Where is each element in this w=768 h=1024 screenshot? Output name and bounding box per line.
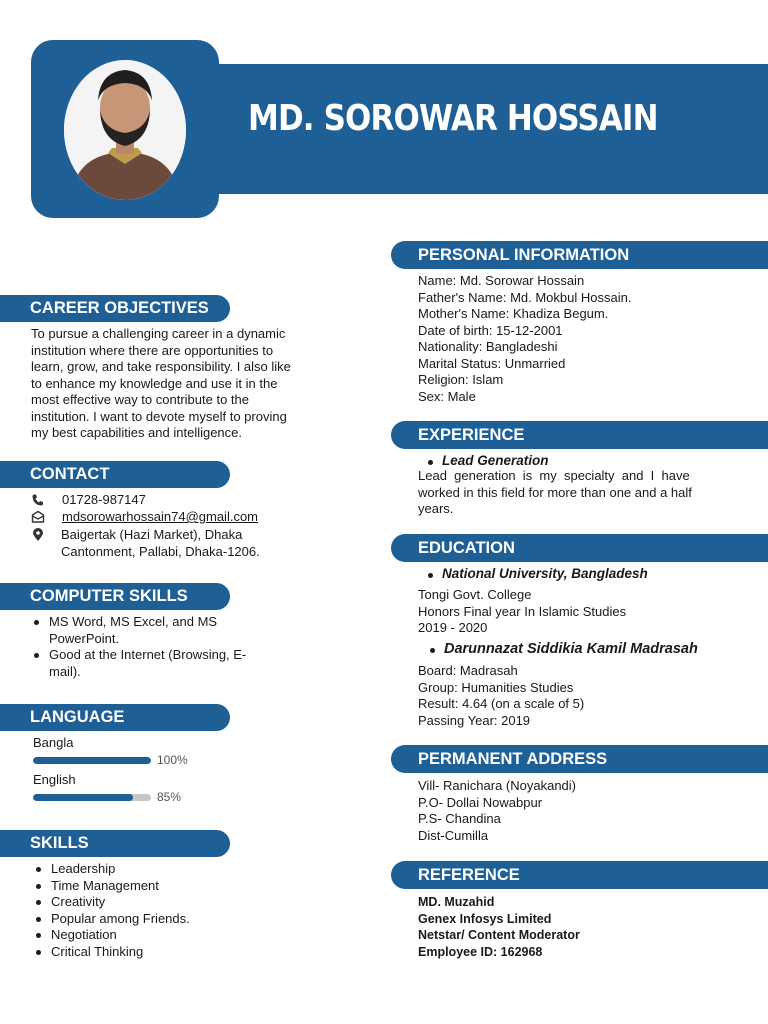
reference-line: Employee ID: 162968 [418, 944, 543, 959]
personal-info-line: Date of birth: 15-12-2001 [418, 322, 563, 338]
list-item: Leadership [33, 861, 273, 878]
education-institution: National University, Bangladesh [442, 566, 648, 581]
career-line: most effective way to contribute to the [31, 392, 249, 407]
experience-description [418, 468, 734, 518]
career-line: my best capabilities and intelligence. [31, 425, 243, 440]
contact-email-row [31, 509, 331, 526]
list-item: Critical Thinking [33, 944, 273, 961]
education-institution: Darunnazat Siddikia Kamil Madrasah [444, 641, 698, 657]
envelope-icon [31, 510, 45, 524]
list-item: Popular among Friends. [33, 911, 273, 928]
email-link[interactable]: mdsorowarhossain74@gmail.com [62, 509, 258, 524]
list-item [31, 647, 291, 680]
skills-list [33, 861, 273, 960]
address-line: P.O- Dollai Nowabpur [418, 794, 543, 810]
career-line: To pursue a challenging career in a dynamic [31, 326, 286, 341]
list-item-line: MS Word, MS Excel, and MS [49, 614, 218, 629]
phone-number: 01728-987147 [62, 492, 146, 507]
section-title-experience: EXPERIENCE [391, 421, 768, 449]
personal-info-line: Nationality: Bangladeshi [418, 339, 558, 354]
reference-line: Netstar/ Content Moderator [418, 928, 580, 942]
list-item: Time Management [33, 878, 273, 895]
section-title-skills: SKILLS [0, 830, 230, 857]
personal-info-list [418, 273, 748, 405]
section-title-permanent-address: PERMANENT ADDRESS [391, 745, 768, 773]
section-title-reference: REFERENCE [391, 861, 768, 889]
career-line: institution where there are opportunities to [31, 342, 274, 358]
location-pin-icon [31, 528, 45, 542]
language-percent: 85% [157, 790, 182, 804]
education-line: Tongi Govt. College [418, 587, 532, 602]
education-line: Group: Humanities Studies [418, 679, 574, 695]
personal-info-line: Religion: Islam [418, 372, 504, 387]
address-text [61, 527, 260, 560]
list-item-line: mail). [49, 663, 81, 679]
section-title-language: LANGUAGE [0, 704, 230, 731]
address-line: P.S- Chandina [418, 811, 501, 826]
contact-phone-row [31, 492, 331, 509]
reference-line: Genex Infosys Limited [418, 911, 552, 926]
language-bar [33, 794, 151, 801]
section-title-computer-skills: COMPUTER SKILLS [0, 583, 230, 610]
address-line: Dist-Cumilla [418, 827, 489, 843]
career-line: learn, grow, and take responsibility. I also like [31, 359, 291, 374]
language-percent: 100% [157, 753, 188, 767]
education-line: Passing Year: 2019 [418, 712, 531, 728]
language-bar-fill [33, 794, 133, 801]
language-bar [33, 757, 151, 764]
reference-list [418, 894, 580, 960]
education-line: Result: 4.64 (on a scale of 5) [418, 696, 585, 711]
section-title-career-objectives: CAREER OBJECTIVES [0, 295, 230, 322]
experience-role: Lead Generation [442, 453, 549, 468]
personal-info-line: Mother's Name: Khadiza Begum. [418, 306, 609, 321]
computer-skills-list [31, 614, 291, 680]
profile-photo [64, 60, 186, 200]
section-title-personal-information: PERSONAL INFORMATION [391, 241, 768, 269]
career-line: to enhance my knowledge and use it in the [31, 375, 278, 391]
list-item-line: PowerPoint. [49, 630, 120, 646]
list-item: Creativity [33, 894, 273, 911]
address-line: Baigertak (Hazi Market), Dhaka [61, 527, 243, 542]
address-line: Vill- Ranichara (Noyakandi) [418, 778, 576, 793]
list-item: Negotiation [33, 927, 273, 944]
education-line: Board: Madrasah [418, 663, 518, 678]
list-item [31, 614, 291, 647]
personal-info-line: Marital Status: Unmarried [418, 355, 566, 371]
education-line: 2019 - 2020 [418, 620, 488, 635]
experience-line: worked in this field for more than one and a half [418, 484, 692, 500]
permanent-address-list [418, 778, 748, 844]
personal-info-line: Name: Md. Sorowar Hossain [418, 273, 585, 288]
language-name: English [33, 772, 76, 787]
education-details [418, 587, 748, 637]
career-objective-text [31, 326, 331, 442]
experience-line: years. [418, 501, 454, 516]
contact-address-row [31, 527, 331, 561]
language-bar-fill [33, 757, 151, 764]
education-line: Honors Final year In Islamic Studies [418, 603, 627, 619]
reference-line: MD. Muzahid [418, 895, 495, 909]
language-name: Bangla [33, 735, 74, 750]
section-title-contact: CONTACT [0, 461, 230, 488]
experience-line: Lead generation is my specialty and I have [418, 468, 690, 483]
list-item-line: Good at the Internet (Browsing, E- [49, 647, 247, 662]
education-details [418, 663, 748, 729]
candidate-name: MD. SOROWAR HOSSAIN [248, 98, 658, 139]
personal-info-line: Sex: Male [418, 388, 476, 404]
section-title-education: EDUCATION [391, 534, 768, 562]
personal-info-line: Father's Name: Md. Mokbul Hossain. [418, 289, 632, 305]
phone-icon [31, 493, 45, 507]
address-line: Cantonment, Pallabi, Dhaka-1206. [61, 543, 260, 559]
career-line: institution. I want to devote myself to proving [31, 408, 287, 424]
